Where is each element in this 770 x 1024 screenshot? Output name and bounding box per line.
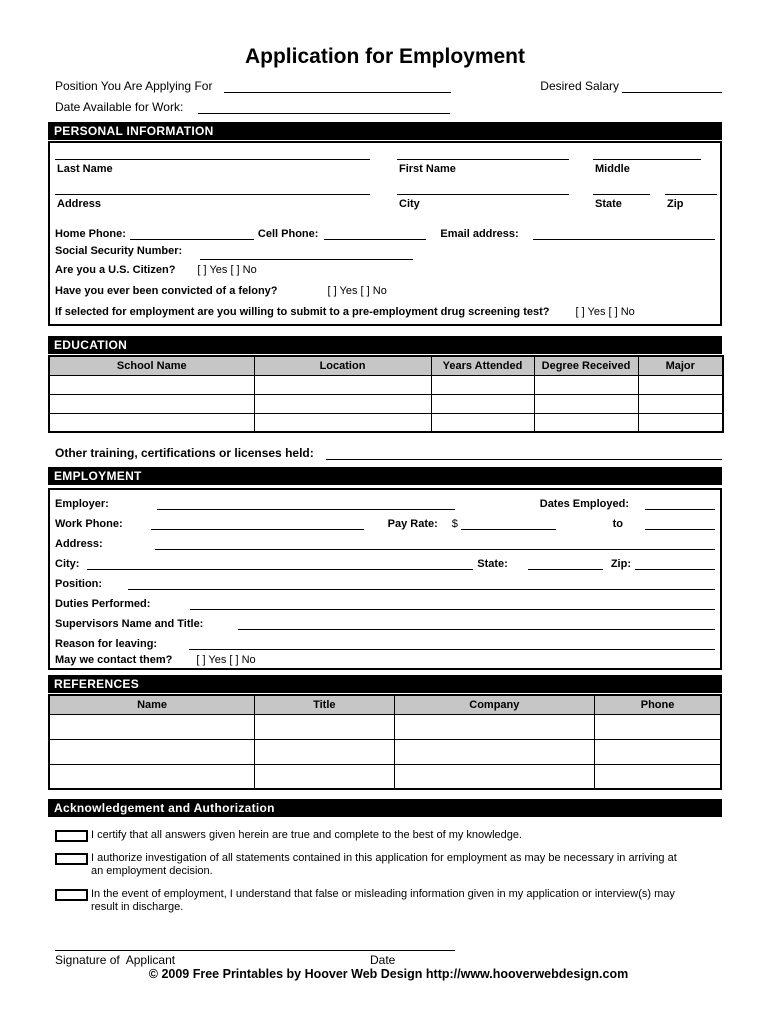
education-table [48,355,724,433]
education-col-school-name: School Name [49,356,254,375]
dates-employed-label: Dates Employed: [539,498,629,510]
references-cell[interactable] [49,714,255,739]
drug-test-question-label: If selected for employment are you willing to submit to a pre-employment drug screening test? [55,306,550,318]
references-cell[interactable] [595,764,721,789]
desired-salary-input-line[interactable] [622,80,722,93]
middle-name-field[interactable] [593,143,701,176]
references-cell[interactable] [49,764,255,789]
education-cell[interactable] [534,413,638,432]
city-label: City [399,198,420,210]
state-input-line[interactable] [593,176,650,195]
to-label: to [612,518,623,530]
acknowledgement-items [48,829,722,914]
education-col-years-attended: Years Attended [431,356,534,375]
references-cell[interactable] [255,739,394,764]
education-cell[interactable] [638,375,723,394]
education-cell[interactable] [49,394,254,413]
first-name-field[interactable] [397,143,569,176]
zip-label: Zip [667,198,684,210]
dates-employed-from-input-line[interactable] [645,497,715,510]
education-cell[interactable] [638,413,723,432]
employer-label: Employer: [55,498,109,510]
acknowledgement-item [55,888,722,914]
employment-zip-label: Zip: [610,558,631,570]
references-col-title: Title [255,695,394,714]
address-input-line[interactable] [55,176,370,195]
acknowledgement-item [55,852,722,878]
acknowledgement-header: Acknowledgement and Authorization [48,799,722,817]
education-cell[interactable] [431,413,534,432]
middle-name-label: Middle [595,163,630,175]
references-cell[interactable] [595,739,721,764]
employment-section [48,488,722,670]
other-training-input-line[interactable] [326,447,722,460]
date-available-input-line[interactable] [198,101,450,114]
middle-name-input-line[interactable] [593,143,701,160]
employer-input-line[interactable] [157,497,455,510]
email-address-label: Email address: [440,228,519,240]
education-row [49,394,723,413]
work-phone-input-line[interactable] [151,517,364,530]
ssn-input-line[interactable] [200,257,413,260]
ssn-label: Social Security Number: [55,245,183,257]
education-cell[interactable] [431,375,534,394]
city-field[interactable] [397,176,569,211]
position-salary-row [48,78,722,93]
education-cell[interactable] [49,375,254,394]
address-label: Address [57,198,102,210]
references-cell[interactable] [394,714,595,739]
education-row [49,413,723,432]
felony-yes-no-checkboxes[interactable]: [ ] Yes [ ] No [327,285,387,297]
education-col-major: Major [638,356,723,375]
other-training-label: Other training, certifications or licenses held: [55,446,314,460]
date-label: Date [370,953,396,967]
position-applying-input-line[interactable] [224,80,451,93]
work-phone-row [53,510,717,530]
zip-field[interactable] [665,176,717,211]
reason-leaving-input-line[interactable] [189,637,715,650]
cell-phone-input-line[interactable] [324,227,426,240]
references-row [49,714,721,739]
acknowledgement-checkbox[interactable] [55,889,88,901]
employment-header: EMPLOYMENT [48,467,722,485]
acknowledgement-item [55,829,722,842]
first-name-label: First Name [399,163,456,175]
personal-information-section [48,141,722,326]
education-cell[interactable] [254,375,431,394]
desired-salary-label: Desired Salary [540,79,619,93]
citizen-question-row [53,263,717,276]
education-cell[interactable] [254,413,431,432]
name-fields-row [53,143,717,176]
references-col-phone: Phone [595,695,721,714]
position-label: Position: [55,578,103,590]
employment-state-input-line[interactable] [528,557,603,570]
duties-performed-label: Duties Performed: [55,598,151,610]
ssn-row [53,244,717,257]
copyright-text: © 2009 Free Printables by Hoover Web Design http://www.hooverwebdesign.com [148,967,629,981]
address-field[interactable] [55,176,370,211]
references-cell[interactable] [255,764,394,789]
employment-state-label: State: [477,558,508,570]
references-cell[interactable] [595,714,721,739]
education-cell[interactable] [638,394,723,413]
felony-question-label: Have you ever been convicted of a felony? [55,285,278,297]
zip-input-line[interactable] [665,176,717,195]
supervisor-row [53,610,717,630]
currency-symbol: $ [451,518,458,530]
acknowledgement-item-text: I certify that all answers given herein are true and complete to the best of my knowledge. [91,829,523,841]
education-cell[interactable] [49,413,254,432]
duties-input-line[interactable] [190,597,715,610]
education-header: EDUCATION [48,336,722,354]
references-row [49,764,721,789]
drug-test-question-row [53,305,717,318]
city-input-line[interactable] [397,176,569,195]
dates-employed-to-input-line[interactable] [645,517,715,530]
phones-row [53,227,717,240]
employer-row [53,494,717,510]
citizen-question-label: Are you a U.S. Citizen? [55,264,176,276]
education-header-row [49,356,723,375]
date-available-row [48,99,722,114]
references-row [49,739,721,764]
acknowledgement-item-text: In the event of employment, I understand that false or misleading information given in my application or interview(s) may result in discharge. [91,888,675,913]
references-col-name: Name [49,695,255,714]
employment-zip-input-line[interactable] [635,557,715,570]
supervisor-input-line[interactable] [238,617,715,630]
home-phone-input-line[interactable] [130,227,254,240]
acknowledgement-item-text: I authorize investigation of all statements contained in this application for employment as may be necessary in arriving at an employment decision. [91,852,677,877]
signature-labels-row [55,951,455,966]
acknowledgement-checkbox[interactable] [55,830,88,842]
signature-label: Signature of Applicant [55,953,176,967]
employment-address-input-line[interactable] [155,537,715,550]
reason-leaving-row [53,630,717,650]
felony-question-row [53,284,717,297]
personal-information-header: PERSONAL INFORMATION [48,122,722,140]
references-cell[interactable] [255,714,394,739]
references-cell[interactable] [394,764,595,789]
employment-address-row [53,530,717,550]
contact-question-row [53,650,717,666]
first-name-input-line[interactable] [397,143,569,160]
citizen-yes-no-checkboxes[interactable]: [ ] Yes [ ] No [197,264,257,276]
references-cell[interactable] [49,739,255,764]
position-row [53,570,717,590]
pay-rate-label: Pay Rate: [387,518,438,530]
acknowledgement-checkbox[interactable] [55,853,88,865]
education-col-location: Location [254,356,431,375]
education-cell[interactable] [254,394,431,413]
contact-question-label: May we contact them? [55,654,173,666]
education-col-degree-received: Degree Received [534,356,638,375]
education-cell[interactable] [534,375,638,394]
pay-rate-input-line[interactable] [461,517,556,530]
last-name-input-line[interactable] [55,143,370,160]
employment-city-label: City: [55,558,80,570]
position-input-line[interactable] [128,577,715,590]
reason-leaving-label: Reason for leaving: [55,638,158,650]
references-col-company: Company [394,695,595,714]
education-cell[interactable] [431,394,534,413]
state-label: State [595,198,622,210]
state-field[interactable] [593,176,650,211]
education-cell[interactable] [534,394,638,413]
date-available-label: Date Available for Work: [55,100,184,114]
position-applying-label: Position You Are Applying For [55,79,213,93]
drug-test-yes-no-checkboxes[interactable]: [ ] Yes [ ] No [575,306,635,318]
last-name-field[interactable] [55,143,370,176]
references-table [48,694,722,790]
employment-address-label: Address: [55,538,103,550]
other-training-row [48,445,722,460]
education-row [49,375,723,394]
contact-yes-no-checkboxes[interactable]: [ ] Yes [ ] No [196,654,256,666]
work-phone-label: Work Phone: [55,518,123,530]
employment-city-input-line[interactable] [87,557,473,570]
address-fields-row [53,176,717,211]
footer [48,950,722,981]
page-title: Application for Employment [244,45,525,68]
duties-row [53,590,717,610]
cell-phone-label: Cell Phone: [257,228,319,240]
supervisor-label: Supervisors Name and Title: [55,618,204,630]
home-phone-label: Home Phone: [55,228,126,240]
email-input-line[interactable] [533,227,715,240]
employment-city-row [53,550,717,570]
references-header-row [49,695,721,714]
references-cell[interactable] [394,739,595,764]
references-header: REFERENCES [48,675,722,693]
last-name-label: Last Name [57,163,113,175]
